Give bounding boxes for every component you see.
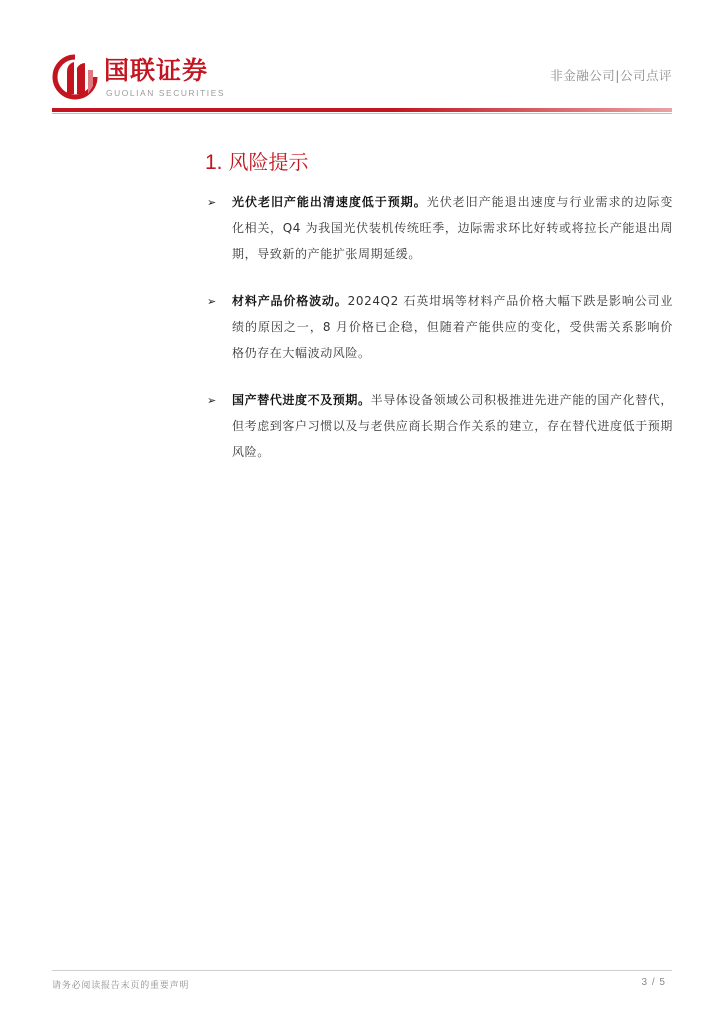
brand-name-en: GUOLIAN SECURITIES [106,88,226,98]
section-number: 1. [205,151,223,174]
bullet-arrow-icon: ➢ [207,196,217,209]
brand-name-cn: 国联证券 [104,56,209,85]
list-item [207,387,673,465]
list-item-body: 半导体设备领域公司积极推进先进产能的国产化替代，但考虑到客户习惯以及与老供应商长期合作关系的建立，存在替代进度低于预期风险。 [232,393,674,459]
section-heading [205,148,309,177]
list-item-text [232,387,673,465]
bullet-arrow-icon: ➢ [207,394,217,407]
list-item-text [232,189,673,267]
list-item-body: 2024Q2 石英坩埚等材料产品价格大幅下跌是影响公司业绩的原因之一，8 月价格已企稳，但随着产能供应的变化，受供需关系影响价格仍存在大幅波动风险。 [232,294,673,360]
list-item-heading: 光伏老旧产能出清速度低于预期。 [232,195,427,209]
report-category: 非金融公司|公司点评 [550,68,672,83]
list-item-body: 光伏老旧产能退出速度与行业需求的边际变化相关，Q4 为我国光伏装机传统旺季，边际需求环比好转或将拉长产能退出周期，导致新的产能扩张周期延缓。 [232,195,673,261]
header-divider [52,108,672,112]
page-header [0,0,724,116]
section-title: 风险提示 [228,150,309,174]
list-item-heading: 国产替代进度不及预期。 [232,393,371,407]
guolian-logo-icon [52,54,98,100]
footer-divider [52,970,672,971]
bullet-arrow-icon: ➢ [207,295,217,308]
list-item-text [232,288,673,366]
footer-disclaimer: 请务必阅读报告末页的重要声明 [52,981,190,991]
list-item-heading: 材料产品价格波动。 [232,294,348,308]
list-item [207,189,673,267]
page-number: 3 / 5 [641,977,666,988]
risk-list [207,189,673,486]
list-item [207,288,673,366]
header-divider-thin [52,113,672,114]
